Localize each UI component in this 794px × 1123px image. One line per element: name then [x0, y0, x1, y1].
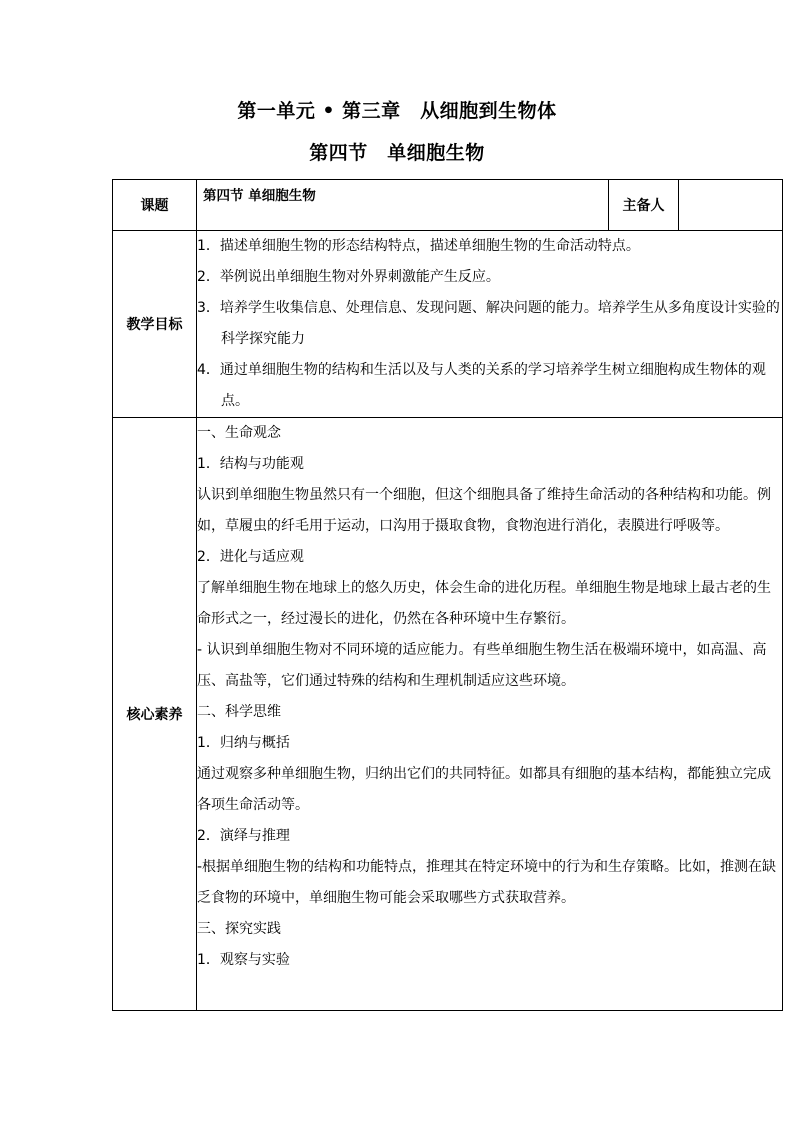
table-row-core-literacy [113, 418, 783, 1011]
topic-label: 课题 [113, 180, 197, 231]
goal-item: 1．描述单细胞生物的形态结构特点，描述单细胞生物的生命活动特点。 [197, 238, 640, 254]
subheading: 1．结构与功能观 [197, 456, 304, 472]
heading-scientific-thinking: 二、科学思维 [197, 704, 281, 720]
lesson-plan-table [112, 179, 783, 1011]
heading-inquiry-practice: 三、探究实践 [197, 921, 281, 937]
section-title: 第四节 单细胞生物 [309, 142, 485, 164]
table-row-goals [113, 231, 783, 418]
goals-label: 教学目标 [113, 231, 197, 418]
paragraph: - 认识到单细胞生物对不同环境的适应能力。有些单细胞生物生活在极端环境中，如高温、高压、高盐等，它们通过特殊的结构和生理机制适应这些环境。 [197, 642, 767, 689]
goal-item: 4．通过单细胞生物的结构和生活以及与人类的关系的学习培养学生树立细胞构成生物体的观点。 [197, 362, 766, 409]
subheading: 2．进化与适应观 [197, 549, 304, 565]
goal-item: 2．举例说出单细胞生物对外界刺激能产生反应。 [197, 269, 500, 285]
core-label: 核心素养 [113, 418, 197, 1011]
topic-value: 第四节 单细胞生物 [197, 180, 609, 231]
paragraph: 认识到单细胞生物虽然只有一个细胞，但这个细胞具备了维持生命活动的各种结构和功能。例如，草履虫的纤毛用于运动，口沟用于摄取食物，食物泡进行消化，表膜进行呼吸等。 [197, 487, 771, 534]
core-content [197, 418, 783, 1011]
subheading: 2．演绎与推理 [197, 828, 290, 844]
heading-life-concept: 一、生命观念 [197, 425, 281, 441]
subheading: 1．观察与实验 [197, 952, 290, 968]
page-title: 第一单元 • 第三章 从细胞到生物体 [237, 100, 557, 122]
preparer-value [679, 180, 783, 231]
goals-content [197, 231, 783, 418]
preparer-label: 主备人 [609, 180, 679, 231]
goal-item: 3．培养学生收集信息、处理信息、发现问题、解决问题的能力。培养学生从多角度设计实验的科学探究能力 [197, 300, 780, 347]
paragraph: 了解单细胞生物在地球上的悠久历史，体会生命的进化历程。单细胞生物是地球上最古老的生命形式之一，经过漫长的进化，仍然在各种环境中生存繁衍。 [197, 580, 771, 627]
subheading: 1．归纳与概括 [197, 735, 290, 751]
table-row-topic [113, 180, 783, 231]
paragraph: 通过观察多种单细胞生物，归纳出它们的共同特征。如都具有细胞的基本结构，都能独立完成各项生命活动等。 [197, 766, 771, 813]
paragraph: -根据单细胞生物的结构和功能特点，推理其在特定环境中的行为和生存策略。比如，推测在缺乏食物的环境中，单细胞生物可能会采取哪些方式获取营养。 [197, 859, 777, 906]
